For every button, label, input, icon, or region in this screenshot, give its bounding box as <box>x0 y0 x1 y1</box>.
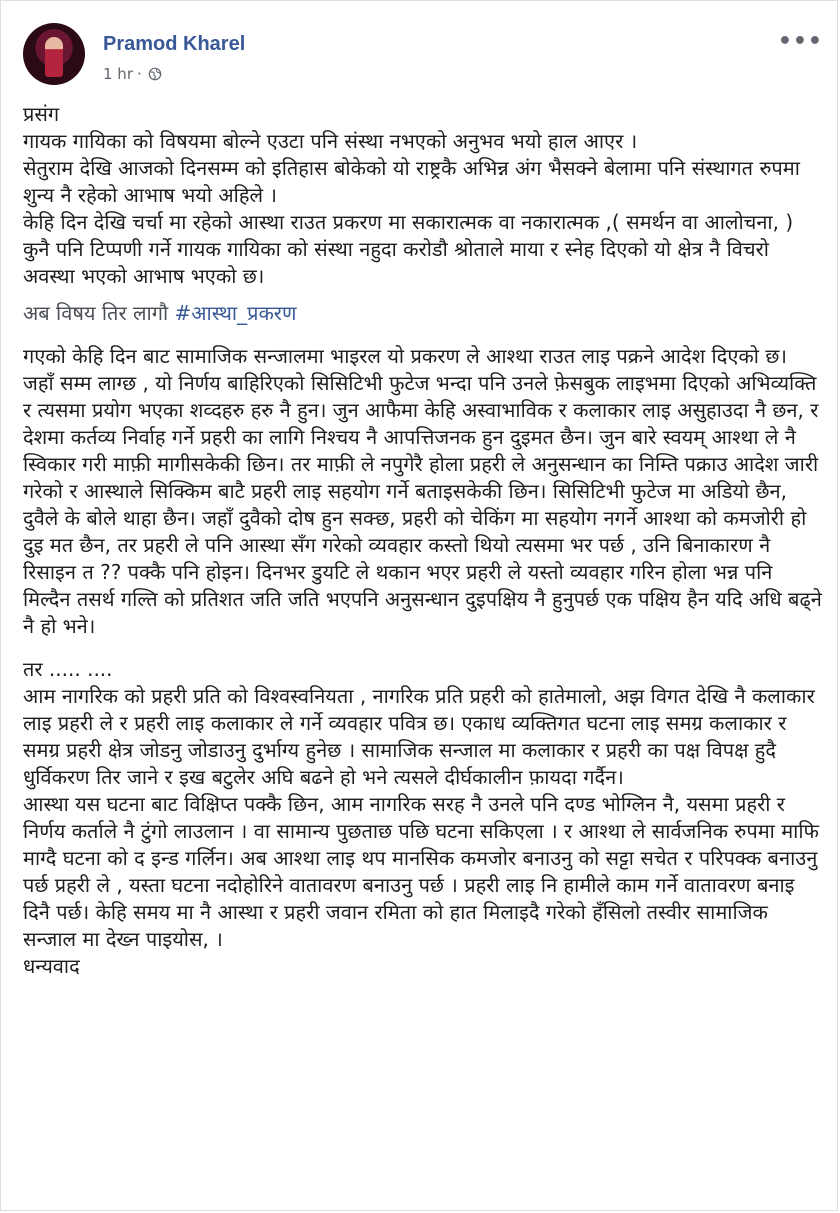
main-paragraph: गएको केहि दिन बाट सामाजिक सन्जालमा भाइरल यो प्रकरण ले आश्था राउत लाइ पक्रने आदेश दिएको छ। जहाँ सम्म लाग्छ , यो निर्णय बाहिरिएको सिसिटिभी फुटेज भन्दा पनि उनले फ़ेसबुक लाइभमा दिएको अभिव्यक्ति र त्यसमा प्रयोग भएका शव्दहरु हरु नै हुन। जुन आफैमा केहि अस्वाभाविक र कलाकार लाइ असुहाउदा नै छन, र देशमा कर्तव्य निर्वाह गर्ने प्रहरी का लागि निश्चय नै आपत्तिजनक हुन दुइमत छैन। जुन बारे स्वयम् आश्था ले नै स्विकार गरी माफ़ी मागीसकेकी छिन। तर माफ़ी ले नपुगेरै होला प्रहरी ले अनुसन्धान का निम्ति पक्राउ आदेश जारी गरेको र आस्थाले सिक्किम बाटै प्रहरी लाइ सहयोग गर्ने बताइसकेकी छिन। सिसिटिभी फुटेज मा अडियो छैन, दुवैले के बोले थाहा छैन। जहाँ दुवैको दोष हुन सक्छ, प्रहरी को चेकिंग मा सहयोग नगर्ने आश्था को कमजोरी हो दुइ मत छैन, तर प्रहरी ले पनि आस्था सँग गरेको व्यवहार कस्तो थियो त्यसमा भर पर्छ , उनि बिनाकारण नै रिसाइन त ?? पक्कै पनि होइन। दिनभर डुयटि ले थकान भएर प्रहरी ले यस्तो व्यवहार गरिन होला भन्न पनि मिल्दैन तसर्थ गल्ति को प्रतिशत जति जति भएपनि अनुसन्धान दुइपक्षिय नै हुनुपर्छ एक पक्षिय हैन यदि अधि बढ्ने नै हो भने। <box>23 344 822 638</box>
post-header <box>23 23 823 93</box>
paragraph-3: आस्था यस घटना बाट विक्षिप्त पक्कै छिन, आम नागरिक सरह नै उनले पनि दण्ड भोग्लिन नै, यसमा प्रहरी र निर्णय कर्ताले नै टुंगो लाउलान । वा सामान्य पुछताछ पछि घटना सकिएला । र आश्था ले सार्वजनिक रुपमा माफि माग्दै घटना को द इन्ड गर्लिन। अब आश्था लाइ थप मानसिक कमजोर बनाउनु को सट्टा सचेत र परिपक्क बनाउनु पर्छ प्रहरी ले , यस्ता घटना नदोहोरिने वातावरण बनाउनु पर्छ । प्रहरी लाइ नि हामीले काम गर्ने वातावरण बनाइ दिनै पर्छ। केहि समय मा नै आस्था र प्रहरी जवान रमिता को हात मिलाइदै गरेको हँसिलो तस्वीर सामाजिक सन्जाल मा देख्न पाइयोस, । <box>23 792 819 951</box>
closing-line: धन्यवाद <box>23 954 80 978</box>
intro-heading: प्रसंग <box>23 102 60 126</box>
intro-line-1: गायक गायिका को विषयमा बोल्ने एउटा पनि संस्था नभएको अनुभव भयो हाल आएर । <box>23 129 638 153</box>
intro-line-3: केहि दिन देखि चर्चा मा रहेको आस्था राउत प्रकरण मा सकारात्मक वा नकारात्मक ,( समर्थन वा आलोचना, ) कुनै पनि टिप्पणी गर्ने गायक गायिका को संस्था नहुदा करोडौ श्रोताले माया र स्नेह दिएको यो क्षेत्र नै विचरो अवस्था भएको आभाष भएको छ। <box>23 210 794 288</box>
post-body <box>23 101 823 980</box>
but-line: तर ..... .... <box>23 657 113 681</box>
topic-line <box>23 300 823 327</box>
topic-prefix: अब विषय तिर लागौ <box>23 301 175 325</box>
post-meta <box>103 65 162 83</box>
author-name-link[interactable]: Pramod Kharel <box>103 33 246 55</box>
post-timestamp[interactable]: 1 hr <box>103 65 133 83</box>
paragraph-2: आम नागरिक को प्रहरी प्रति को विश्वस्वनियता , नागरिक प्रति प्रहरी को हातेमालो, अझ विगत देखि नै कलाकार लाइ प्रहरी ले र प्रहरी लाइ कलाकार ले गर्ने व्यवहार पवित्र छ। एकाध व्यक्तिगत घटना लाइ समग्र कलाकार र समग्र प्रहरी क्षेत्र जोडनु जोडाउनु दुर्भाग्य हुनेछ । सामाजिक सन्जाल मा कलाकार र प्रहरी का पक्ष विपक्ष हुदै धुर्विकरण तिर जाने र इख बटुलेर अघि बढने हो भने त्यसले दीर्घकालीन फ़ायदा गर्दैन। <box>23 684 815 789</box>
intro-line-2: सेतुराम देखि आजको दिनसम्म को इतिहास बोकेको यो राष्ट्रकै अभिन्न अंग भैसक्ने बेलामा पनि संस्थागत रुपमा शुन्य नै रहेको आभाष भयो अहिले । <box>23 156 800 207</box>
meta-separator: · <box>137 65 142 83</box>
globe-icon[interactable] <box>148 67 162 81</box>
hashtag-link[interactable]: #आस्था_प्रकरण <box>174 301 297 325</box>
avatar-figure <box>45 37 63 77</box>
more-options-icon[interactable]: ••• <box>777 29 823 54</box>
author-avatar[interactable] <box>23 23 85 85</box>
